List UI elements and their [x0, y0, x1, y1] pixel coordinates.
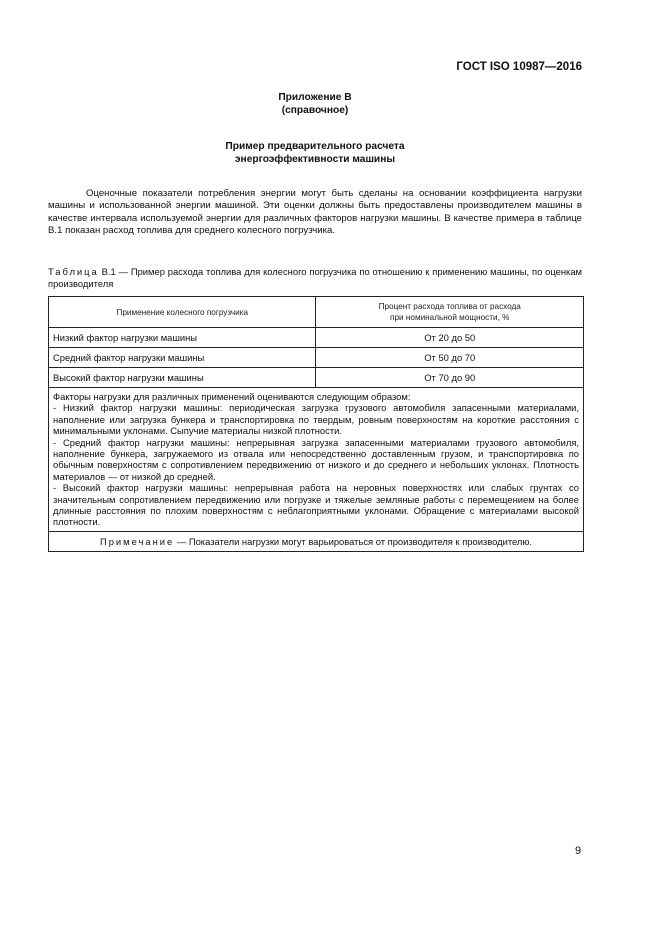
table-caption [48, 266, 582, 291]
row-value-high: От 70 до 90 [316, 368, 584, 388]
row-application-medium: Средний фактор нагрузки машины [49, 348, 316, 368]
section-title-line1: Пример предварительного расчета [225, 141, 405, 152]
table-footnote [49, 531, 584, 551]
load-factor-notes [49, 388, 584, 532]
table-header-row [49, 297, 584, 328]
table-notes-row [49, 388, 584, 532]
col-header-application: Применение колесного погрузчика [49, 297, 316, 328]
body-paragraph: Оценочные показатели потребления энергии могут быть сделаны на основании коэффициента нагрузки машины и использованной энергии машиной. Эти оценки должны быть предоставлены производителем машины в качестве интервала используемой энергии для различных факторов нагрузки машины. В качестве примера в таблице В.1 показан расход топлива для среднего колесного погрузчика. [48, 188, 582, 237]
standard-number: ГОСТ ISO 10987—2016 [456, 61, 582, 73]
appendix-title: Приложение В [278, 92, 352, 103]
footnote-label: Примечание [99, 535, 175, 547]
footnote-text: — Показатели нагрузки могут варьироваться от производителя к производителю. [174, 535, 533, 547]
table-row [49, 328, 584, 348]
appendix-subtitle: (справочное) [281, 104, 349, 116]
table-caption-text: В.1 — Пример расхода топлива для колесного погрузчика по отношению к применению машины, по оценкам производителя [48, 266, 582, 290]
row-application-low: Низкий фактор нагрузки машины [49, 328, 316, 348]
section-heading [48, 141, 582, 166]
row-application-high: Высокий фактор нагрузки машины [49, 368, 316, 388]
table-row [49, 348, 584, 368]
col-header-fuel-percent [316, 297, 584, 328]
col-header-fuel-line1: Процент расхода топлива от расхода [378, 302, 521, 311]
table-row [49, 368, 584, 388]
notes-low: - Низкий фактор нагрузки машины: периодическая загрузка грузового автомобиля запасенными материалами, наполнение или загрузка бункера и транспортировка по твердым, ровным поверхностям на короткие расстояния с минимальными уклонами. Сыпучие материалы низкой плотности. [53, 402, 579, 437]
row-value-medium: От 50 до 70 [316, 348, 584, 368]
notes-high: - Высокий фактор нагрузки машины: непрерывная работа на неровных поверхностях или слабых грунтах со значительным сопротивлением передвижению или погрузке и тяжелые земляные работы с перемещением на более длинные расстояния по плохим поверхностям с неблагоприятными уклонами. Обращение с материалами высокой плотности. [53, 482, 579, 528]
notes-medium: - Средний фактор нагрузки машины: непрерывная загрузка запасенными материалами грузового автомобиля, наполнение бункера, загружаемого из отвала или непосредственно доставленным грузом, и транспортировка по обычным поверхностям с сопротивлением передвижению от низкого и до среднего и небольших уклонах. Плотность материалов — от низкой до средней. [53, 436, 579, 482]
row-value-low: От 20 до 50 [316, 328, 584, 348]
table-caption-label: Таблица [48, 266, 99, 277]
fuel-consumption-table [48, 296, 584, 552]
table-footnote-row [49, 531, 584, 551]
section-title-line2: энергоэффективности машины [234, 153, 396, 165]
page-number: 9 [575, 845, 582, 857]
col-header-fuel-line2: при номинальной мощности, % [390, 313, 510, 322]
appendix-heading [48, 92, 582, 117]
notes-intro: Факторы нагрузки для различных применений оцениваются следующим образом: [53, 391, 411, 402]
